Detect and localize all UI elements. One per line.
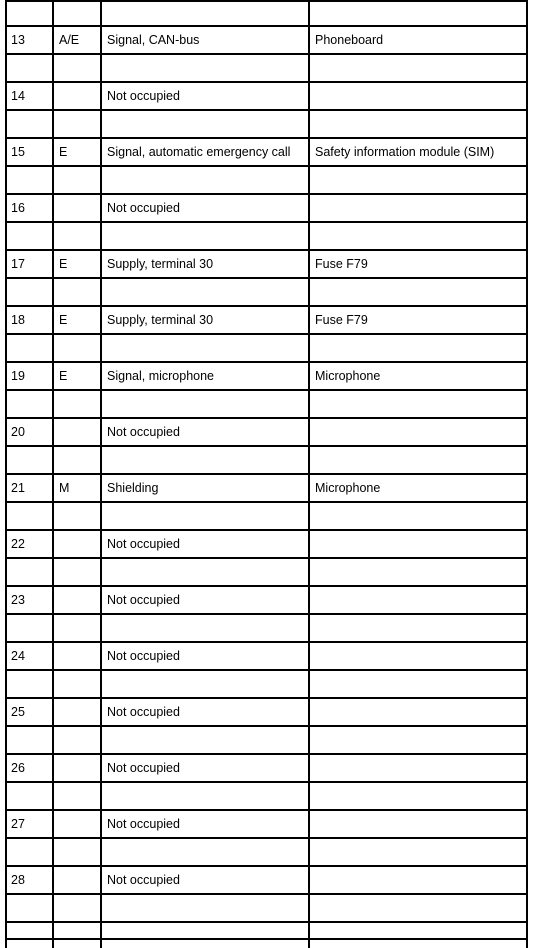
pin-number-cell: 19: [11, 369, 25, 383]
pin-number-cell: 17: [11, 257, 25, 271]
connection-cell: [315, 643, 525, 669]
function-cell: Signal, microphone: [107, 369, 215, 383]
connection-cell: Safety information module (SIM): [315, 145, 495, 159]
pin-number-cell: 14: [11, 89, 25, 103]
row-border: [5, 277, 528, 279]
connection-cell: [315, 83, 525, 109]
connection-cell: Microphone: [315, 481, 381, 495]
connection-cell: [315, 811, 525, 837]
function-cell: Not occupied: [107, 89, 180, 103]
function-cell: Not occupied: [107, 705, 180, 719]
pin-number-cell: 15: [11, 145, 25, 159]
function-cell: Not occupied: [107, 593, 180, 607]
row-border: [5, 165, 528, 167]
pin-number-cell: 25: [11, 705, 25, 719]
pin-number-cell: 27: [11, 817, 25, 831]
signal-type-cell: [59, 419, 99, 445]
function-cell: Supply, terminal 30: [107, 257, 214, 271]
pin-number-cell: 20: [11, 425, 25, 439]
row-border: [5, 725, 528, 727]
row-border: [5, 389, 528, 391]
connection-cell: Microphone: [315, 369, 381, 383]
row-border: [5, 938, 528, 940]
pin-number-cell: 21: [11, 481, 25, 495]
signal-type-cell: [59, 811, 99, 837]
row-border: [5, 893, 528, 895]
pin-number-cell: 23: [11, 593, 25, 607]
connection-cell: [315, 531, 525, 557]
pin-number-cell: 16: [11, 201, 25, 215]
pin-number-cell: 22: [11, 537, 25, 551]
connection-cell: [315, 699, 525, 725]
pin-number-cell: 24: [11, 649, 25, 663]
row-border: [5, 557, 528, 559]
pin-number-cell: 13: [11, 33, 25, 47]
connection-cell: Phoneboard: [315, 33, 384, 47]
signal-type-cell: [59, 587, 99, 613]
signal-type-cell: E: [59, 313, 68, 327]
function-cell: Not occupied: [107, 201, 180, 215]
function-cell: Signal, CAN-bus: [107, 33, 200, 47]
pin-number-cell: 26: [11, 761, 25, 775]
signal-type-cell: M: [59, 481, 70, 495]
signal-type-cell: [59, 867, 99, 893]
function-cell: Not occupied: [107, 761, 180, 775]
signal-type-cell: [59, 83, 99, 109]
function-cell: Not occupied: [107, 649, 180, 663]
function-cell: Supply, terminal 30: [107, 313, 214, 327]
signal-type-cell: A/E: [59, 33, 80, 47]
connection-cell: [315, 867, 525, 893]
pin-number-cell: 18: [11, 313, 25, 327]
row-border: [5, 613, 528, 615]
function-cell: Not occupied: [107, 425, 180, 439]
function-cell: Not occupied: [107, 873, 180, 887]
pin-number-cell: 28: [11, 873, 25, 887]
connection-cell: [315, 755, 525, 781]
signal-type-cell: E: [59, 369, 68, 383]
signal-type-cell: E: [59, 145, 68, 159]
row-border: [5, 781, 528, 783]
signal-type-cell: [59, 699, 99, 725]
function-cell: Not occupied: [107, 537, 180, 551]
row-border: [5, 221, 528, 223]
row-border: [5, 921, 528, 923]
row-border: [5, 0, 528, 2]
connection-cell: [315, 419, 525, 445]
connection-cell: Fuse F79: [315, 257, 368, 271]
row-border: [5, 53, 528, 55]
signal-type-cell: [59, 643, 99, 669]
function-cell: Signal, automatic emergency call: [107, 145, 291, 159]
row-border: [5, 333, 528, 335]
signal-type-cell: [59, 531, 99, 557]
signal-type-cell: E: [59, 257, 68, 271]
connection-cell: [315, 195, 525, 221]
signal-type-cell: [59, 195, 99, 221]
signal-type-cell: [59, 755, 99, 781]
connection-cell: [315, 587, 525, 613]
row-border: [5, 501, 528, 503]
row-border: [5, 445, 528, 447]
row-border: [5, 109, 528, 111]
row-border: [5, 669, 528, 671]
row-border: [5, 837, 528, 839]
function-cell: Not occupied: [107, 817, 180, 831]
function-cell: Shielding: [107, 481, 159, 495]
connection-cell: Fuse F79: [315, 313, 368, 327]
